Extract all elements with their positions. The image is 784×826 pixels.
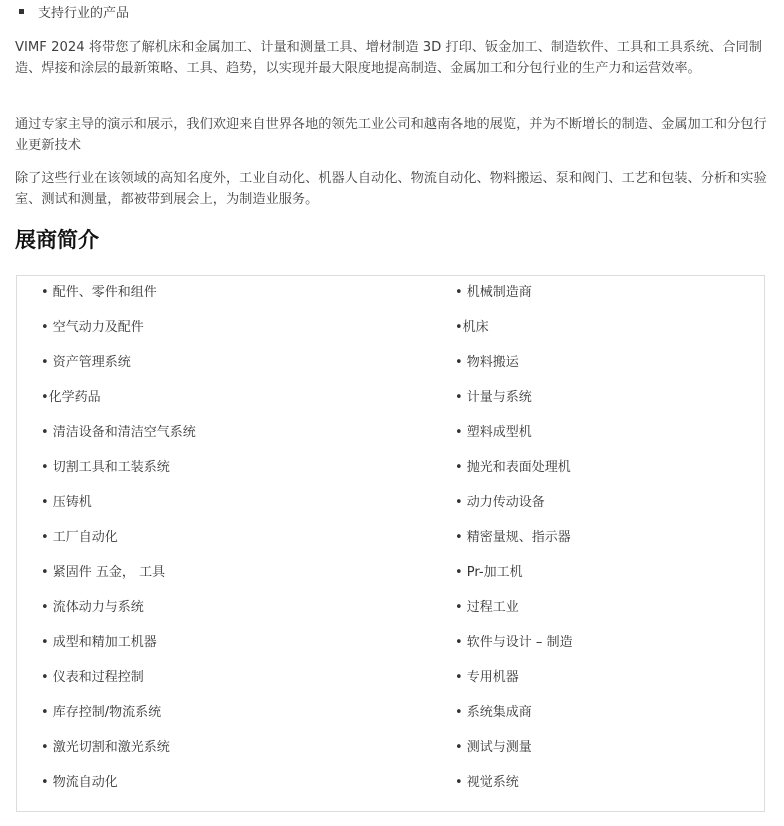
top-bullet-item bbox=[15, 0, 129, 22]
exhibitor-category-left: • 成型和精加工机器 bbox=[41, 635, 157, 650]
exhibitor-category-left: • 切割工具和工装系统 bbox=[41, 460, 170, 475]
exhibitor-category-right: •机床 bbox=[455, 320, 489, 335]
exhibitor-category-right: • 测试与测量 bbox=[455, 740, 532, 755]
exhibitor-category-right: • 视觉系统 bbox=[455, 775, 519, 790]
exhibitor-category-left: • 流体动力与系统 bbox=[41, 600, 144, 615]
exhibitor-category-left: •化学药品 bbox=[41, 390, 101, 405]
exhibitor-category-right: • 动力传动设备 bbox=[455, 495, 545, 510]
exhibitor-category-left: • 库存控制/物流系统 bbox=[41, 705, 162, 720]
demo-paragraph: 通过专家主导的演示和展示，我们欢迎来自世界各地的领先工业公司和越南各地的展览，并为不断增长的制造、金属加工和分包行业更新技术 bbox=[15, 117, 767, 153]
exhibitor-category-right: • 机械制造商 bbox=[455, 285, 532, 300]
industries-paragraph: 除了这些行业在该领域的高知名度外，工业自动化、机器人自动化、物流自动化、物料搬运、泵和阀门、工艺和包装、分析和实验室、测试和测量，都被带到展会上，为制造业服务。 bbox=[15, 171, 767, 207]
section-title: 展商简介 bbox=[15, 228, 99, 252]
exhibitor-category-right: • 过程工业 bbox=[455, 600, 519, 615]
intro-paragraph: VIMF 2024 将带您了解机床和金属加工、计量和测量工具、增材制造 3D 打印、钣金加工、制造软件、工具和工具系统、合同制造、焊接和涂层的最新策略、工具、趋势，以实现并最大限度地提高制造、金属加工和分包行业的生产力和运营效率。 bbox=[15, 40, 762, 76]
exhibitor-category-left: • 空气动力及配件 bbox=[41, 320, 144, 335]
exhibitor-category-right: • 物料搬运 bbox=[455, 355, 519, 370]
exhibitor-category-right: • 专用机器 bbox=[455, 670, 519, 685]
square-bullet-icon bbox=[19, 9, 24, 14]
exhibitor-category-right: • 软件与设计 – 制造 bbox=[455, 635, 573, 650]
exhibitor-category-left: • 激光切割和激光系统 bbox=[41, 740, 170, 755]
exhibitor-category-right: • 抛光和表面处理机 bbox=[455, 460, 571, 475]
exhibitor-category-left: • 仪表和过程控制 bbox=[41, 670, 144, 685]
exhibitor-category-left: • 资产管理系统 bbox=[41, 355, 131, 370]
top-bullet-label: 支持行业的产品 bbox=[38, 5, 130, 21]
exhibitor-category-right: • 精密量规、指示器 bbox=[455, 530, 571, 545]
exhibitor-category-right: • 系统集成商 bbox=[455, 705, 532, 720]
exhibitor-category-left: • 配件、零件和组件 bbox=[41, 285, 157, 300]
exhibitor-category-left: • 工厂自动化 bbox=[41, 530, 118, 545]
exhibitor-category-left: • 压铸机 bbox=[41, 495, 92, 510]
exhibitor-category-left: • 紧固件 五金， 工具 bbox=[41, 565, 166, 580]
exhibitor-category-right: • 塑料成型机 bbox=[455, 425, 532, 440]
exhibitor-category-right: • Pr-加工机 bbox=[455, 565, 523, 580]
exhibitor-category-left: • 物流自动化 bbox=[41, 775, 118, 790]
exhibitor-category-left: • 清洁设备和清洁空气系统 bbox=[41, 425, 196, 440]
exhibitor-category-right: • 计量与系统 bbox=[455, 390, 532, 405]
exhibitor-list-box bbox=[16, 275, 765, 812]
